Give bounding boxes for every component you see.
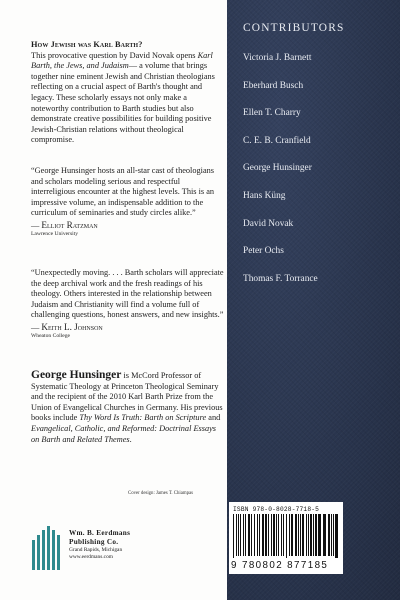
author-book-2: Evangelical, Catholic, and Reformed: Doctrinal Essays on Barth and Related Themes (31, 423, 217, 444)
barcode-bars-icon (233, 514, 339, 558)
intro-blurb (31, 40, 226, 146)
book-title: Karl Barth, the Jews, and Judaism (31, 50, 213, 71)
publisher-address (69, 547, 154, 560)
cover-design-credit: Cover design: James T. Chiampas (128, 491, 193, 496)
contributor-name: George Hunsinger (243, 163, 312, 174)
contributors-list (243, 45, 318, 293)
endorsement-quote (31, 268, 226, 340)
quote-attribution (31, 322, 226, 333)
author-bio (31, 370, 226, 445)
quote-dash: — (31, 322, 42, 332)
barcode-number: 9 780802 877185 (231, 560, 329, 571)
author-text-1: is McCord Professor of Systematic Theology at Princeton Theological Seminary and the recipient of the 2010 Karl Barth Prize from the Union of Evangelical Churches in Germany. His previous books include (31, 371, 223, 423)
author-book-1: Thy Word Is Truth: Barth on Scripture (79, 413, 207, 423)
quote-attribution (31, 220, 226, 231)
barcode (229, 502, 343, 574)
contributor-name: David Novak (243, 218, 294, 229)
author-text-2: and (206, 413, 221, 423)
isbn-label: ISBN 978-0-8028-7718-5 (233, 506, 320, 513)
quote-author: Keith L. Johnson (41, 321, 103, 332)
quote-text: “George Hunsinger hosts an all-star cast of theologians and scholars modeling serious and respectful interreligious encounter at the highest levels. This is an impressive volume, an indispensable addition to the curriculum of seminaries and study circles alike.” (31, 166, 215, 218)
quote-affiliation: Wheaton College (31, 332, 70, 339)
contributor-name: Peter Ochs (243, 246, 284, 257)
publisher-city: Grand Rapids, Michigan (69, 547, 123, 553)
quote-affiliation: Lawrence University (31, 230, 79, 237)
contributor-name: C. E. B. Cranfield (243, 135, 311, 146)
publisher-name-line-2: Publishing Co. (69, 538, 119, 546)
publisher-url: www.eerdmans.com (69, 553, 113, 560)
publisher-logo-icon (31, 526, 61, 570)
intro-text-2: — a volume that brings together nine eminent Jewish and Christian theologians reflecting on a crucial aspect of Barth's thought and legacy. These scholarly essays not only make a noteworthy contribution to Barth studies but also demonstrate creative possibilities for building positive Jewish-Christian relations without theological compromise. (31, 61, 215, 145)
quote-dash: — (31, 220, 42, 230)
quote-text: “Unexpectedly moving. . . . Barth scholars will appreciate the deep archival work and the fresh readings of his theology. Others interested in the relationship between Judaism and Christianity will find a volume full of challenging questions, honest answers, and new insights.” (31, 268, 224, 320)
intro-text-1: This provocative question by David Novak opens (31, 50, 198, 60)
endorsement-quote (31, 166, 226, 238)
contributor-name: Thomas F. Torrance (243, 273, 318, 284)
contributor-name: Victoria J. Barnett (243, 53, 312, 63)
contributor-name: Hans Küng (243, 190, 286, 201)
publisher-name-line-1: Wm. B. Eerdmans (69, 529, 131, 537)
publisher-imprint (31, 526, 151, 576)
contributor-name: Ellen T. Charry (243, 108, 301, 119)
author-name: George Hunsinger (31, 369, 122, 381)
publisher-name (69, 529, 154, 547)
quote-author: Elliot Ratzman (41, 219, 98, 230)
intro-heading: How Jewish was Karl Barth? (31, 40, 143, 49)
contributor-name: Eberhard Busch (243, 80, 304, 91)
contributors-heading: CONTRIBUTORS (243, 22, 345, 34)
author-text-3: . (129, 434, 132, 444)
